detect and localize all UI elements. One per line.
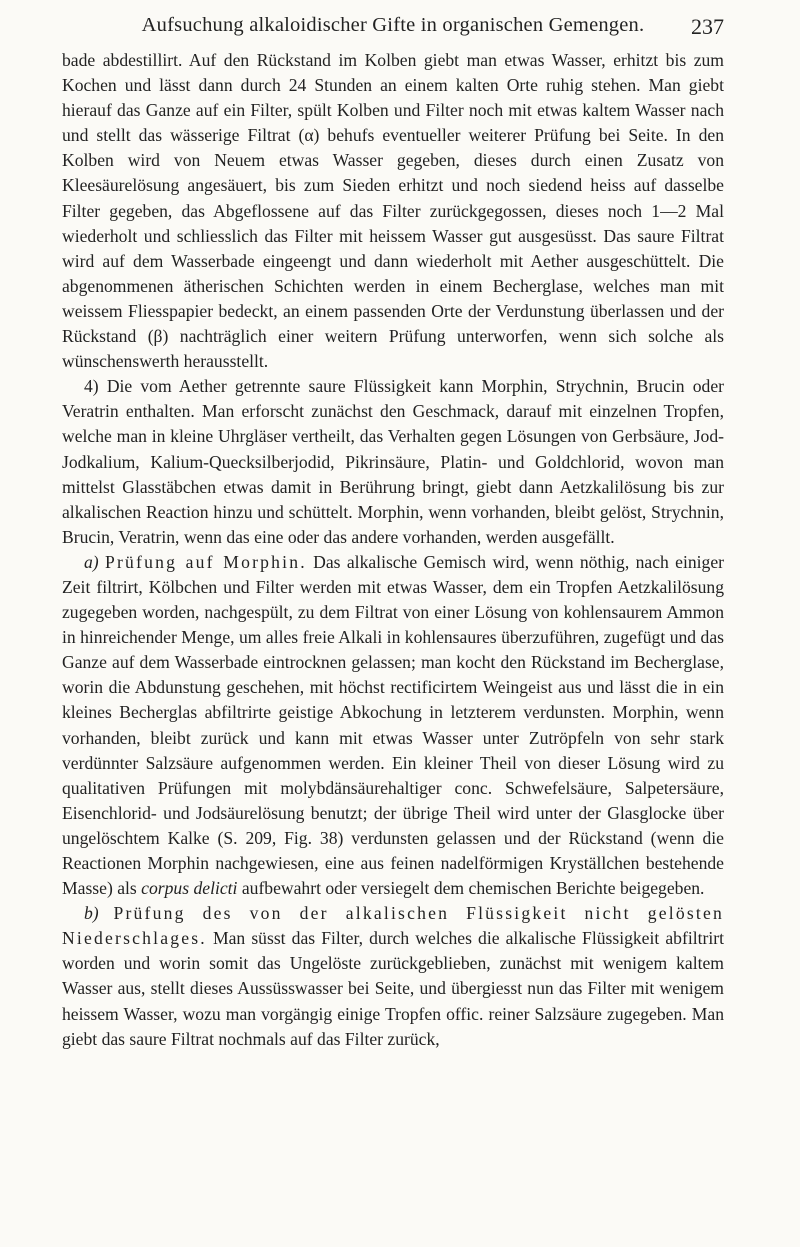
running-title: Aufsuchung alkaloidischer Gifte in organischen Gemengen.: [141, 14, 645, 36]
section-heading-niederschlag: Prüfung des von der alkalischen Flüssigkeit nicht gelösten Niederschlages.: [62, 903, 724, 949]
paragraph-4: [62, 901, 724, 1052]
paragraph-3-text-after: aufbewahrt oder versiegelt dem chemischen Berichte beigegeben.: [241, 878, 705, 899]
latin-term: corpus delicti: [141, 878, 238, 899]
section-heading-morphin: Prüfung auf Morphin.: [105, 551, 307, 572]
section-label-a: a): [84, 551, 99, 572]
paragraph-3: [62, 550, 724, 901]
paragraph-1-text: bade abdestillirt. Auf den Rückstand im Kolben giebt man etwas Wasser, erhitzt bis zum Kochen und lässt dann durch 24 Stunden an einem kalten Orte ruhig stehen. Man giebt hierauf das Ganze auf ein Filter, spült Kolben und Filter noch mit etwas kaltem Wasser nach und stellt das wässerige Filtrat (α) behufs eventueller weiterer Prüfung bei Seite. In den Kolben wird von Neuem etwas Wasser gegeben, dieses durch einen Zusatz von Kleesäurelösung angesäuert, bis zum Sieden erhitzt und noch siedend heiss auf dasselbe Filter gegeben, das Abgeflossene auf das Filter zurückgegossen, dieses noch 1—2 Mal wiederholt und schliesslich das Filter mit heissem Wasser gut ausgesüsst. Das saure Filtrat wird auf dem Wasserbade eingeengt und dann wiederholt mit Aether ausgeschüttelt. Die abgenommenen ätherischen Schichten werden in einem Becherglase, welches man mit weissem Fliesspapier bedeckt, an einem passenden Orte der Verdunstung überlassen und der Rückstand (β) nachträglich einer weitern Prüfung unterworfen, wenn sich solche als wünschenswerth herausstellt.: [62, 50, 724, 372]
paragraph-3-text: Das alkalische Gemisch wird, wenn nöthig, nach einiger Zeit filtrirt, Kölbchen und Filter werden mit etwas Wasser, dem ein Tropfen Aetzkalilösung zugegeben worden, nachgespült, zu dem Filtrat von einer Lösung von kohlensaurem Ammon in hinreichender Menge, um alles freie Alkali in kohlensaures überzuführen, zugefügt und das Ganze auf dem Wasserbade eintrocknen gelassen; man kocht den Rückstand im Becherglase, worin die Abdunstung geschehen, mit höchst rectificirtem Weingeist aus und lässt die in ein kleines Becherglas abfiltrirte geistige Abkochung in letzterem verdunsten. Morphin, wenn vorhanden, bleibt zurück und kann mit etwas Wasser unter Zutröpfeln von sehr stark verdünnter Salzsäure aufgenommen werden. Ein kleiner Theil von dieser Lösung wird zu qualitativen Prüfungen mit molybdänsäurehaltiger conc. Schwefelsäure, Salpetersäure, Eisenchlorid- und Jodsäurelösung benutzt; der übrige Theil wird unter der Glasglocke über ungelöschtem Kalke (S. 209, Fig. 38) verdunsten gelassen und der Rückstand (wenn die Reactionen Morphin nachgewiesen, eine aus feinen nadelförmigen Kryställchen bestehende Masse) als: [62, 551, 724, 899]
paragraph-4-text: Man süsst das Filter, durch welches die alkalische Flüssigkeit abfiltrirt worden und worin somit das Ungelöste zurückgeblieben, zunächst mit wenigem kaltem Wasser aus, stellt dieses Aussüsswasser bei Seite, und übergiesst nun das Filter mit wenigem heissem Wasser, wozu man vorgängig einige Tropfen offic. reiner Salzsäure zugegeben. Man giebt das saure Filtrat nochmals auf das Filter zurück,: [62, 928, 724, 1049]
paragraph-2: [62, 374, 724, 550]
section-label-b: b): [84, 903, 99, 924]
body-text: [62, 48, 724, 1052]
page-header: [62, 14, 724, 48]
paragraph-1: [62, 48, 724, 374]
page-number: 237: [691, 14, 724, 39]
paragraph-2-text: 4) Die vom Aether getrennte saure Flüssigkeit kann Morphin, Strychnin, Brucin oder Veratrin enthalten. Man erforscht zunächst den Geschmack, darauf mit einzelnen Tropfen, welche man in kleine Uhrgläser vertheilt, das Verhalten gegen Lösungen von Gerbsäure, Jod-Jodkalium, Kalium-Quecksilberjodid, Pikrinsäure, Platin- und Goldchlorid, wovon man mittelst Glasstäbchen etwas damit in Berührung bringt, giebt dann Aetzkalilösung bis zur alkalischen Reaction hinzu und schüttelt. Morphin, wenn vorhanden, bleibt gelöst, Strychnin, Brucin, Veratrin, wenn das eine oder das andere vorhanden, werden ausgefällt.: [62, 376, 724, 547]
